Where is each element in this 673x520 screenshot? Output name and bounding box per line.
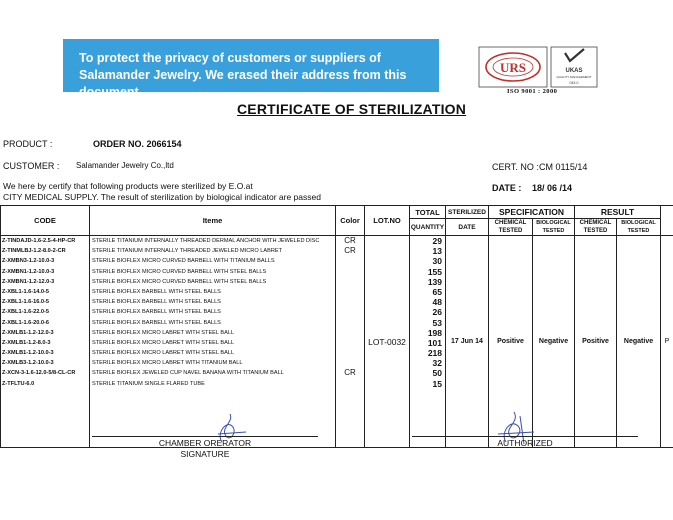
- date-value: 18/ 06 /14: [532, 183, 573, 193]
- item-row: STERILE TITANIUM INTERNALLY THREADED DERMAL ANCHOR WITH JEWELED DISC: [92, 238, 320, 244]
- qty-row: 101: [427, 337, 442, 348]
- qty-row: 32: [432, 358, 442, 369]
- item-row: STERILE BIOFLEX MICRO CURVED BARBELL WITH STEEL BALLS: [92, 278, 267, 285]
- quantity-column: [410, 236, 446, 448]
- qty-row: 13: [432, 246, 442, 257]
- chamber-operator-label: CHAMBER ORERATOR: [158, 438, 252, 448]
- qty-row: 30: [432, 256, 442, 267]
- color-row: [336, 328, 364, 338]
- edge-mark: P: [661, 236, 673, 448]
- header-result-biological: BIOLOGICAL TESTED: [617, 219, 661, 236]
- code-row: Z-TINDAJD-1.6-2.5-4-HP-CR: [2, 238, 76, 244]
- color-row: [336, 338, 364, 348]
- code-row: Z-TFLTU-6.0: [2, 380, 35, 387]
- color-row: [336, 267, 364, 277]
- quality-text: QUALITY MANAGEMENT: [556, 75, 592, 79]
- sterilization-table: [0, 205, 673, 448]
- qty-row: 53: [432, 317, 442, 328]
- item-row: STERILE BIOFLEX MICRO LABRET WITH TITANIUM BALL: [92, 360, 243, 367]
- color-row: CR: [344, 368, 356, 378]
- customer-label: CUSTOMER :: [3, 161, 60, 171]
- qty-row: 26: [432, 307, 442, 318]
- header-result-chemical: CHEMICAL TESTED: [575, 219, 617, 236]
- qty-row: 139: [427, 276, 442, 287]
- color-row: [336, 358, 364, 368]
- authorized-signature-line: [412, 436, 638, 437]
- qty-row: 29: [432, 236, 442, 246]
- statement-line2: CITY MEDICAL SUPPLY. The result of sterilization by biological indicator are passed: [3, 192, 321, 202]
- qty-row: 65: [432, 286, 442, 297]
- color-row: [336, 318, 364, 328]
- privacy-banner: To protect the privacy of customers or suppliers of Salamander Jewelry. We erased their address from this document: [63, 39, 439, 92]
- item-row: STERILE BIOFLEX MICRO LABRET WITH STEEL BALL: [92, 339, 235, 346]
- code-row: Z-XMLB1-1.2-12.0-3: [2, 329, 54, 336]
- color-row: [336, 297, 364, 307]
- header-total: TOTAL: [410, 206, 446, 219]
- authorized-label: AUTHORIZED: [497, 438, 553, 448]
- cert-no-value: CM 0115/14: [539, 162, 588, 172]
- code-row: Z-XMLB3-1.2-10.0-3: [2, 360, 54, 367]
- code-row: Z-XBL1-1.6-22.0-5: [2, 309, 49, 316]
- ukas-text: UKAS: [565, 68, 583, 74]
- chamber-signature-label: SIGNATURE: [180, 449, 230, 459]
- header-specification: SPECIFICATION: [489, 206, 575, 219]
- date-label: DATE :: [492, 183, 522, 193]
- color-row: [336, 348, 364, 358]
- crown-tick-icon: [565, 49, 584, 61]
- header-sterilized: STERILIZED: [446, 206, 489, 219]
- result-chemical-value: Positive: [575, 236, 617, 448]
- product-label: PRODUCT :: [3, 139, 53, 149]
- header-code: CODE: [1, 206, 90, 236]
- header-edge: [661, 206, 673, 236]
- color-row: [336, 256, 364, 266]
- color-row: [336, 287, 364, 297]
- sterilized-date: 17 Jun 14: [446, 236, 489, 448]
- qty-row: 218: [427, 348, 442, 359]
- ukas-number: 043-0: [569, 81, 579, 85]
- spec-chemical-value: Positive: [489, 236, 533, 448]
- item-row: STERILE BIOFLEX BARBELL WITH STEEL BALLS: [92, 288, 221, 295]
- qty-row: 48: [432, 297, 442, 308]
- color-row: [336, 277, 364, 287]
- color-row: CR: [344, 246, 356, 256]
- code-row: Z-XMLB1-1.2-10.0-3: [2, 350, 54, 357]
- item-row: STERILE TITANIUM INTERNALLY THREADED JEWELED MICRO LABRET: [92, 248, 283, 255]
- code-column: [1, 236, 90, 448]
- item-row: STERILE BIOFLEX BARBELL WITH STEEL BALLS: [92, 319, 221, 326]
- code-row: Z-XCN-3-1.6-12.0-5/8-CL-CR: [2, 370, 76, 377]
- item-row: STERILE BIOFLEX BARBELL WITH STEEL BALLS: [92, 309, 221, 316]
- qty-row: 50: [432, 368, 442, 379]
- header-spec-chemical: CHEMICAL TESTED: [489, 219, 533, 236]
- urs-text: URS: [499, 60, 527, 75]
- iso-text: ISO 9001 : 2000: [507, 88, 558, 95]
- item-row: STERILE BIOFLEX BARBELL WITH STEEL BALLS: [92, 299, 221, 306]
- code-row: Z-XMBN1-1.2-10.0-3: [2, 268, 55, 275]
- chamber-signature-line: [92, 436, 318, 437]
- header-quantity: QUANTITY: [410, 219, 446, 236]
- item-row: STERILE TITANIUM SINGLE FLARED TUBE: [92, 380, 205, 387]
- header-lot: LOT.NO: [365, 206, 410, 236]
- customer-value: Salamander Jewelry Co.,ltd: [76, 161, 174, 170]
- qty-row: 198: [427, 327, 442, 338]
- lot-number: LOT-0032: [365, 236, 410, 448]
- certification-logos: [477, 45, 601, 93]
- color-row: [336, 307, 364, 317]
- header-items: Iteme: [90, 206, 336, 236]
- page-title: CERTIFICATE OF STERILIZATION: [237, 101, 467, 117]
- item-row: STERILE BIOFLEX MICRO CURVED BARBELL WITH STEEL BALLS: [92, 268, 267, 275]
- item-row: STERILE BIOFLEX MICRO LABRET WITH STEEL BALL: [92, 350, 235, 357]
- code-row: Z-XMLB1-1.2-8.0-3: [2, 339, 51, 346]
- code-row: Z-XBL1-1.6-14.0-5: [2, 288, 49, 295]
- header-spec-biological: BIOLOGICAL TESTED: [533, 219, 575, 236]
- header-color: Color: [336, 206, 365, 236]
- color-row: CR: [344, 236, 356, 245]
- item-row: STERILE BIOFLEX MICRO LABRET WITH STEEL BALL: [92, 329, 235, 336]
- item-row: STERILE BIOFLEX MICRO CURVED BARBELL WITH TITANIUM BALLS: [92, 258, 275, 265]
- code-row: Z-XBL1-1.6-16.0-5: [2, 299, 49, 306]
- qty-row: 15: [432, 378, 442, 389]
- statement-line1: We here by certify that following products were sterilized by E.O.at: [3, 181, 253, 191]
- item-row: STERILE BIOFLEX JEWELED CUP NAVEL BANANA WITH TITANIUM BALL: [92, 370, 284, 377]
- color-column: [336, 236, 365, 448]
- spec-biological-value: Negative: [533, 236, 575, 448]
- header-result: RESULT: [575, 206, 661, 219]
- header-date: DATE: [446, 219, 489, 236]
- code-row: Z-XMBN1-1.2-12.0-3: [2, 278, 55, 285]
- color-row: [336, 379, 364, 389]
- code-row: Z-XMBN3-1.2-10.0-3: [2, 258, 55, 265]
- qty-row: 155: [427, 266, 442, 277]
- product-value: ORDER NO. 2066154: [93, 139, 182, 149]
- code-row: Z-TINMLBJ-1.2-8.0-2-CR: [2, 248, 66, 255]
- code-row: Z-XBL1-1.6-20.0-6: [2, 319, 49, 326]
- cert-no-label: CERT. NO :: [492, 162, 539, 172]
- result-biological-value: Negative: [617, 236, 661, 448]
